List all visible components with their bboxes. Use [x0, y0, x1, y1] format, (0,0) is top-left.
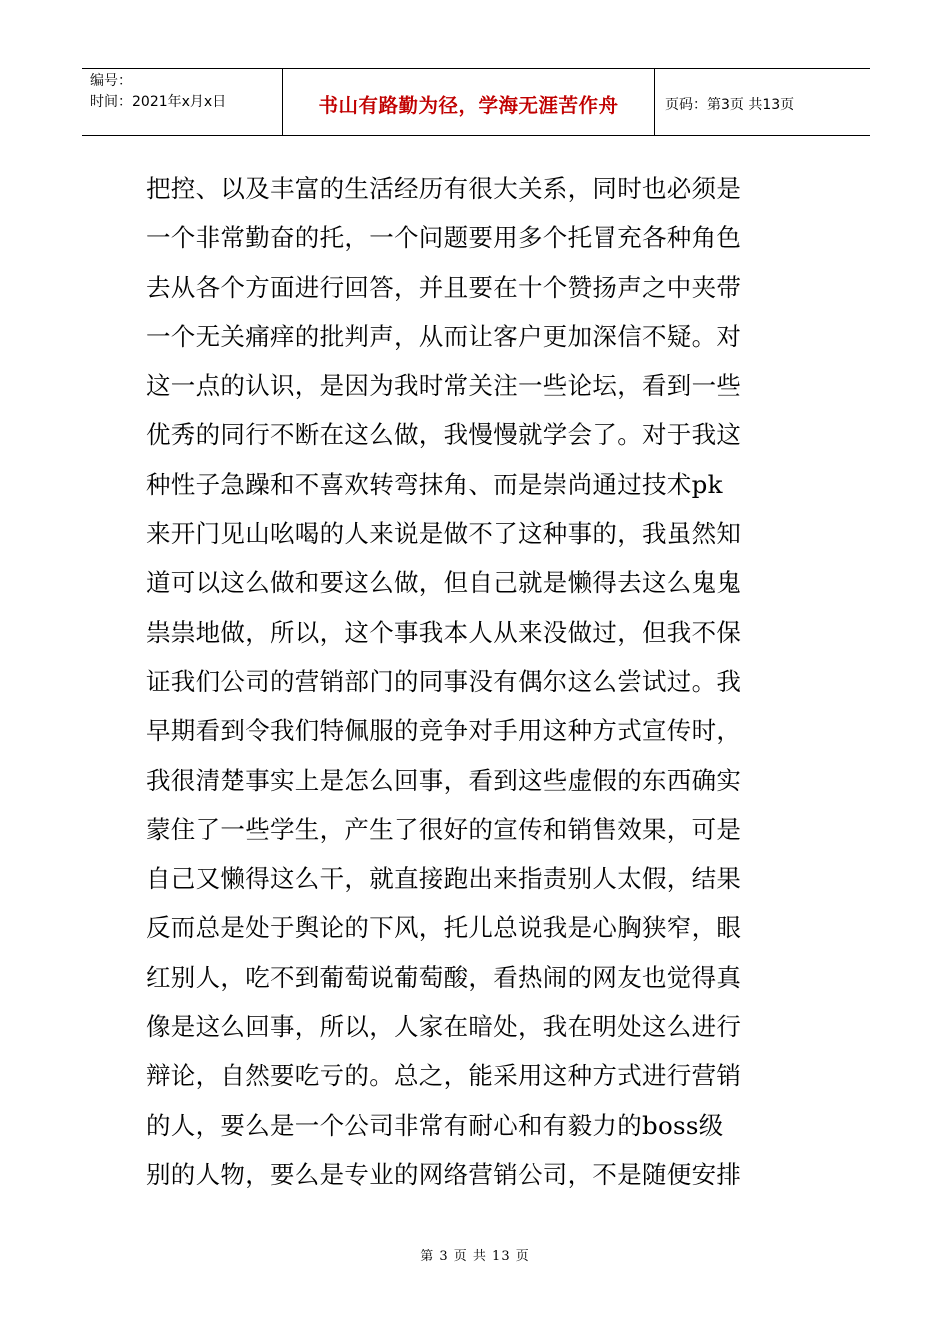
body-line: 自己又懒得这么干，就直接跑出来指责别人太假，结果: [146, 864, 742, 894]
body-line: 一个非常勤奋的托，一个问题要用多个托冒充各种角色: [146, 223, 742, 253]
body-line: 道可以这么做和要这么做，但自己就是懒得去这么鬼鬼: [146, 568, 742, 598]
body-line: 像是这么回事，所以，人家在暗处，我在明处这么进行: [146, 1012, 742, 1042]
body-line: 红别人，吃不到葡萄说葡萄酸，看热闹的网友也觉得真: [146, 962, 742, 992]
body-line: 把控、以及丰富的生活经历有很大关系，同时也必须是: [146, 174, 742, 203]
page-footer: 第 3 页 共 13 页: [420, 1249, 530, 1264]
body-line: 种性子急躁和不喜欢转弯抹角、而是崇尚通过技术pk: [146, 469, 723, 499]
header-motto: 书山有路勤为径，学海无涯苦作舟: [283, 69, 655, 135]
body-line: 优秀的同行不断在这么做，我慢慢就学会了。对于我这: [146, 420, 742, 450]
body-line: 来开门见山吆喝的人来说是做不了这种事的，我虽然知: [146, 519, 742, 549]
body-line: 这一点的认识，是因为我时常关注一些论坛，看到一些: [146, 371, 742, 401]
body-line: 去从各个方面进行回答，并且要在十个赞扬声之中夹带: [146, 272, 742, 302]
body-line: 早期看到令我们特佩服的竞争对手用这种方式宣传时，: [146, 716, 742, 746]
body-line: 反而总是处于舆论的下风，托儿总说我是心胸狭窄，眼: [146, 913, 742, 943]
body-line: 一个无关痛痒的批判声，从而让客户更加深信不疑。对: [146, 321, 742, 351]
body-line: 我很清楚事实上是怎么回事，看到这些虚假的东西确实: [146, 765, 742, 795]
body-line: 证我们公司的营销部门的同事没有偶尔这么尝试过。我: [146, 666, 742, 696]
body-line: 的人，要么是一个公司非常有耐心和有毅力的boss级: [146, 1110, 724, 1140]
header-page-number: 页码：第3页 共13页: [665, 97, 795, 113]
header-meta-cell: [82, 69, 283, 135]
body-line: 蒙住了一些学生，产生了很好的宣传和销售效果，可是: [146, 814, 742, 844]
document-number-label: 编号：: [90, 73, 132, 89]
document-date-label: 时间：2021年x月x日: [90, 94, 227, 110]
body-line: 辩论，自然要吃亏的。总之，能采用这种方式进行营销: [146, 1061, 742, 1091]
document-body: [146, 164, 806, 1199]
page-header: [82, 68, 870, 136]
body-line: 祟祟地做，所以，这个事我本人从来没做过，但我不保: [146, 617, 742, 647]
body-line: 别的人物，要么是专业的网络营销公司，不是随便安排: [146, 1159, 742, 1189]
